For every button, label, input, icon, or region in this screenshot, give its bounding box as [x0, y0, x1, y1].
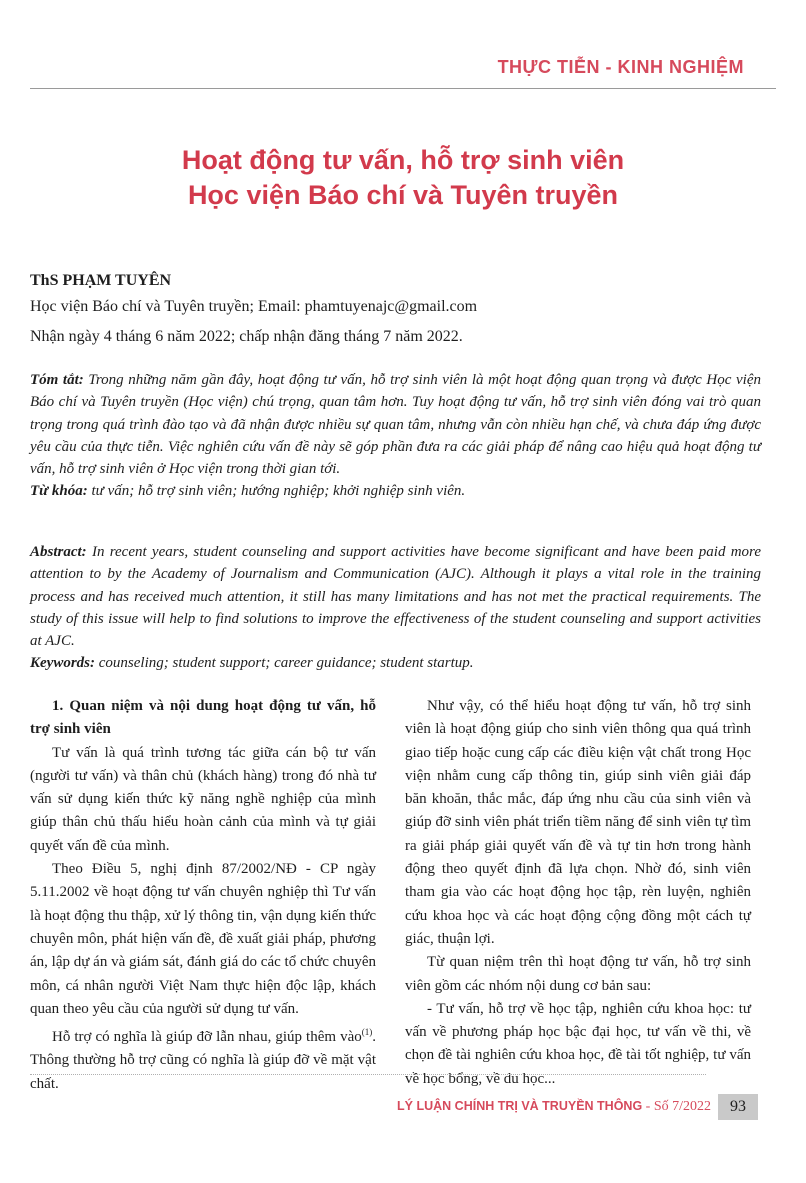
title-line-2: Học viện Báo chí và Tuyên truyền	[187, 180, 619, 210]
keywords-en-label: Keywords:	[30, 655, 95, 672]
body-column-right	[405, 695, 751, 1091]
journal-name: LÝ LUẬN CHÍNH TRỊ VÀ TRUYỀN THÔNG	[397, 1099, 643, 1113]
body-column-left	[30, 695, 376, 1096]
paragraph-text: Hỗ trợ có nghĩa là giúp đỡ lẫn nhau, giúp thêm vào	[52, 1029, 362, 1046]
received-date: Nhận ngày 4 tháng 6 năm 2022; chấp nhận đăng tháng 7 năm 2022.	[30, 328, 463, 345]
article-title	[60, 143, 746, 213]
author-name: ThS PHẠM TUYÊN	[30, 272, 172, 289]
paragraph-text: . Thông thường hỗ trợ cũng có nghĩa là giúp đỡ về mặt vật chất.	[30, 1029, 376, 1092]
keywords-vi-label: Từ khóa:	[30, 483, 88, 500]
paragraph: Tư vấn là quá trình tương tác giữa cán bộ tư vấn (người tư vấn) và thân chủ (khách hàng) trong đó nhà tư vấn sử dụng kiến thức kỹ năng nghề nghiệp của mình giúp thân chủ thấu hiểu hoàn cảnh của mình và tự giải quyết vấn đề của mình.	[30, 744, 376, 854]
paragraph: - Tư vấn, hỗ trợ về học tập, nghiên cứu khoa học: tư vấn về phương pháp học bậc đại học, tư vấn về thi, về chọn đề tài nghiên cứu khoa học, đề tài tốt nghiệp, tư vấn về học bổng, về du học...	[405, 1000, 751, 1087]
abstract-english	[30, 541, 761, 675]
issue-number: - Số 7/2022	[645, 1099, 711, 1114]
abstract-en-text: In recent years, student counseling and support activities have become significant and have been paid more attention to by the Academy of Journalism and Communication (AJC). Although it plays a vital role in the training process and has received much attention, it still has many limitations and has not met the practical requirements. The study of this issue will help to find solutions to improve the effectiveness of the student counseling and support activities at AJC.	[30, 544, 761, 650]
paragraph	[30, 1021, 376, 1096]
section-label: THỰC TIỄN - KINH NGHIỆM	[497, 57, 744, 77]
paragraph: Theo Điều 5, nghị định 87/2002/NĐ - CP ngày 5.11.2002 về hoạt động tư vấn chuyên nghiệp thì Tư vấn là hoạt động thu thập, xử lý thông tin, vận dụng kiến thức chuyên môn, phát hiện vấn đề, đề xuất giải pháp, phương án, lập dự án và giám sát, đánh giá do các tổ chức chuyên môn, cá nhân người Việt Nam thực hiện độc lập, khách quan theo yêu cầu của người sử dụng tư vấn.	[30, 861, 376, 1017]
paragraph: Như vậy, có thể hiểu hoạt động tư vấn, hỗ trợ sinh viên là hoạt động giúp cho sinh viên thông qua quá trình giao tiếp hoặc cung cấp các điều kiện vật chất trong Học viện nhằm cung cấp thông tin, giúp sinh viên giải đáp băn khoăn, thắc mắc, đáp ứng nhu cầu của sinh viên và giúp đỡ sinh viên phát triển tiềm năng để sinh viên tự tìm ra giải pháp giải quyết vấn đề và tự tin hơn trong hành động theo quyết định đã lựa chọn. Nhờ đó, sinh viên tham gia vào các hoạt động học tập, rèn luyện, nghiên cứu khoa học và các hoạt động cộng đồng một cách tự giác, thuận lợi.	[405, 698, 751, 947]
abstract-en-label: Abstract:	[30, 544, 87, 560]
bottom-divider	[30, 1074, 706, 1075]
page-number: 93	[718, 1094, 758, 1120]
abstract-vi-label: Tóm tắt:	[30, 372, 84, 388]
title-line-1: Hoạt động tư vấn, hỗ trợ sinh viên	[181, 145, 625, 175]
footer-journal	[397, 1099, 711, 1115]
author-affiliation: Học viện Báo chí và Tuyên truyền; Email: phamtuyenajc@gmail.com	[30, 298, 478, 315]
section-heading: 1. Quan niệm và nội dung hoạt động tư vấn, hỗ trợ sinh viên	[30, 698, 376, 738]
keywords-en-text: counseling; student support; career guidance; student startup.	[98, 655, 474, 672]
abstract-vi-text: Trong những năm gần đây, hoạt động tư vấn, hỗ trợ sinh viên là một hoạt động quan trọng và được Học viện Báo chí và Tuyên truyền (Học viện) chú trọng, quan tâm hơn. Tuy hoạt động tư vấn, hỗ trợ sinh viên đóng vai trò quan trọng trong quá trình đào tạo và đã nhận được nhiều sự quan tâm, nhưng vẫn còn nhiều hạn chế, và chưa đáp ứng được yêu cầu của thực tiễn. Việc nghiên cứu vấn đề này sẽ góp phần đưa ra các giải pháp để nâng cao hiệu quả hoạt động tư vấn, hỗ trợ sinh viên ở Học viện trong thời gian tới.	[30, 372, 761, 478]
top-divider	[30, 88, 776, 89]
abstract-vietnamese	[30, 369, 761, 503]
keywords-vi-text: tư vấn; hỗ trợ sinh viên; hướng nghiệp; khởi nghiệp sinh viên.	[91, 483, 466, 500]
footnote-reference: (1)	[361, 1027, 373, 1038]
paragraph: Từ quan niệm trên thì hoạt động tư vấn, hỗ trợ sinh viên gồm các nhóm nội dung cơ bản sau:	[405, 954, 751, 994]
